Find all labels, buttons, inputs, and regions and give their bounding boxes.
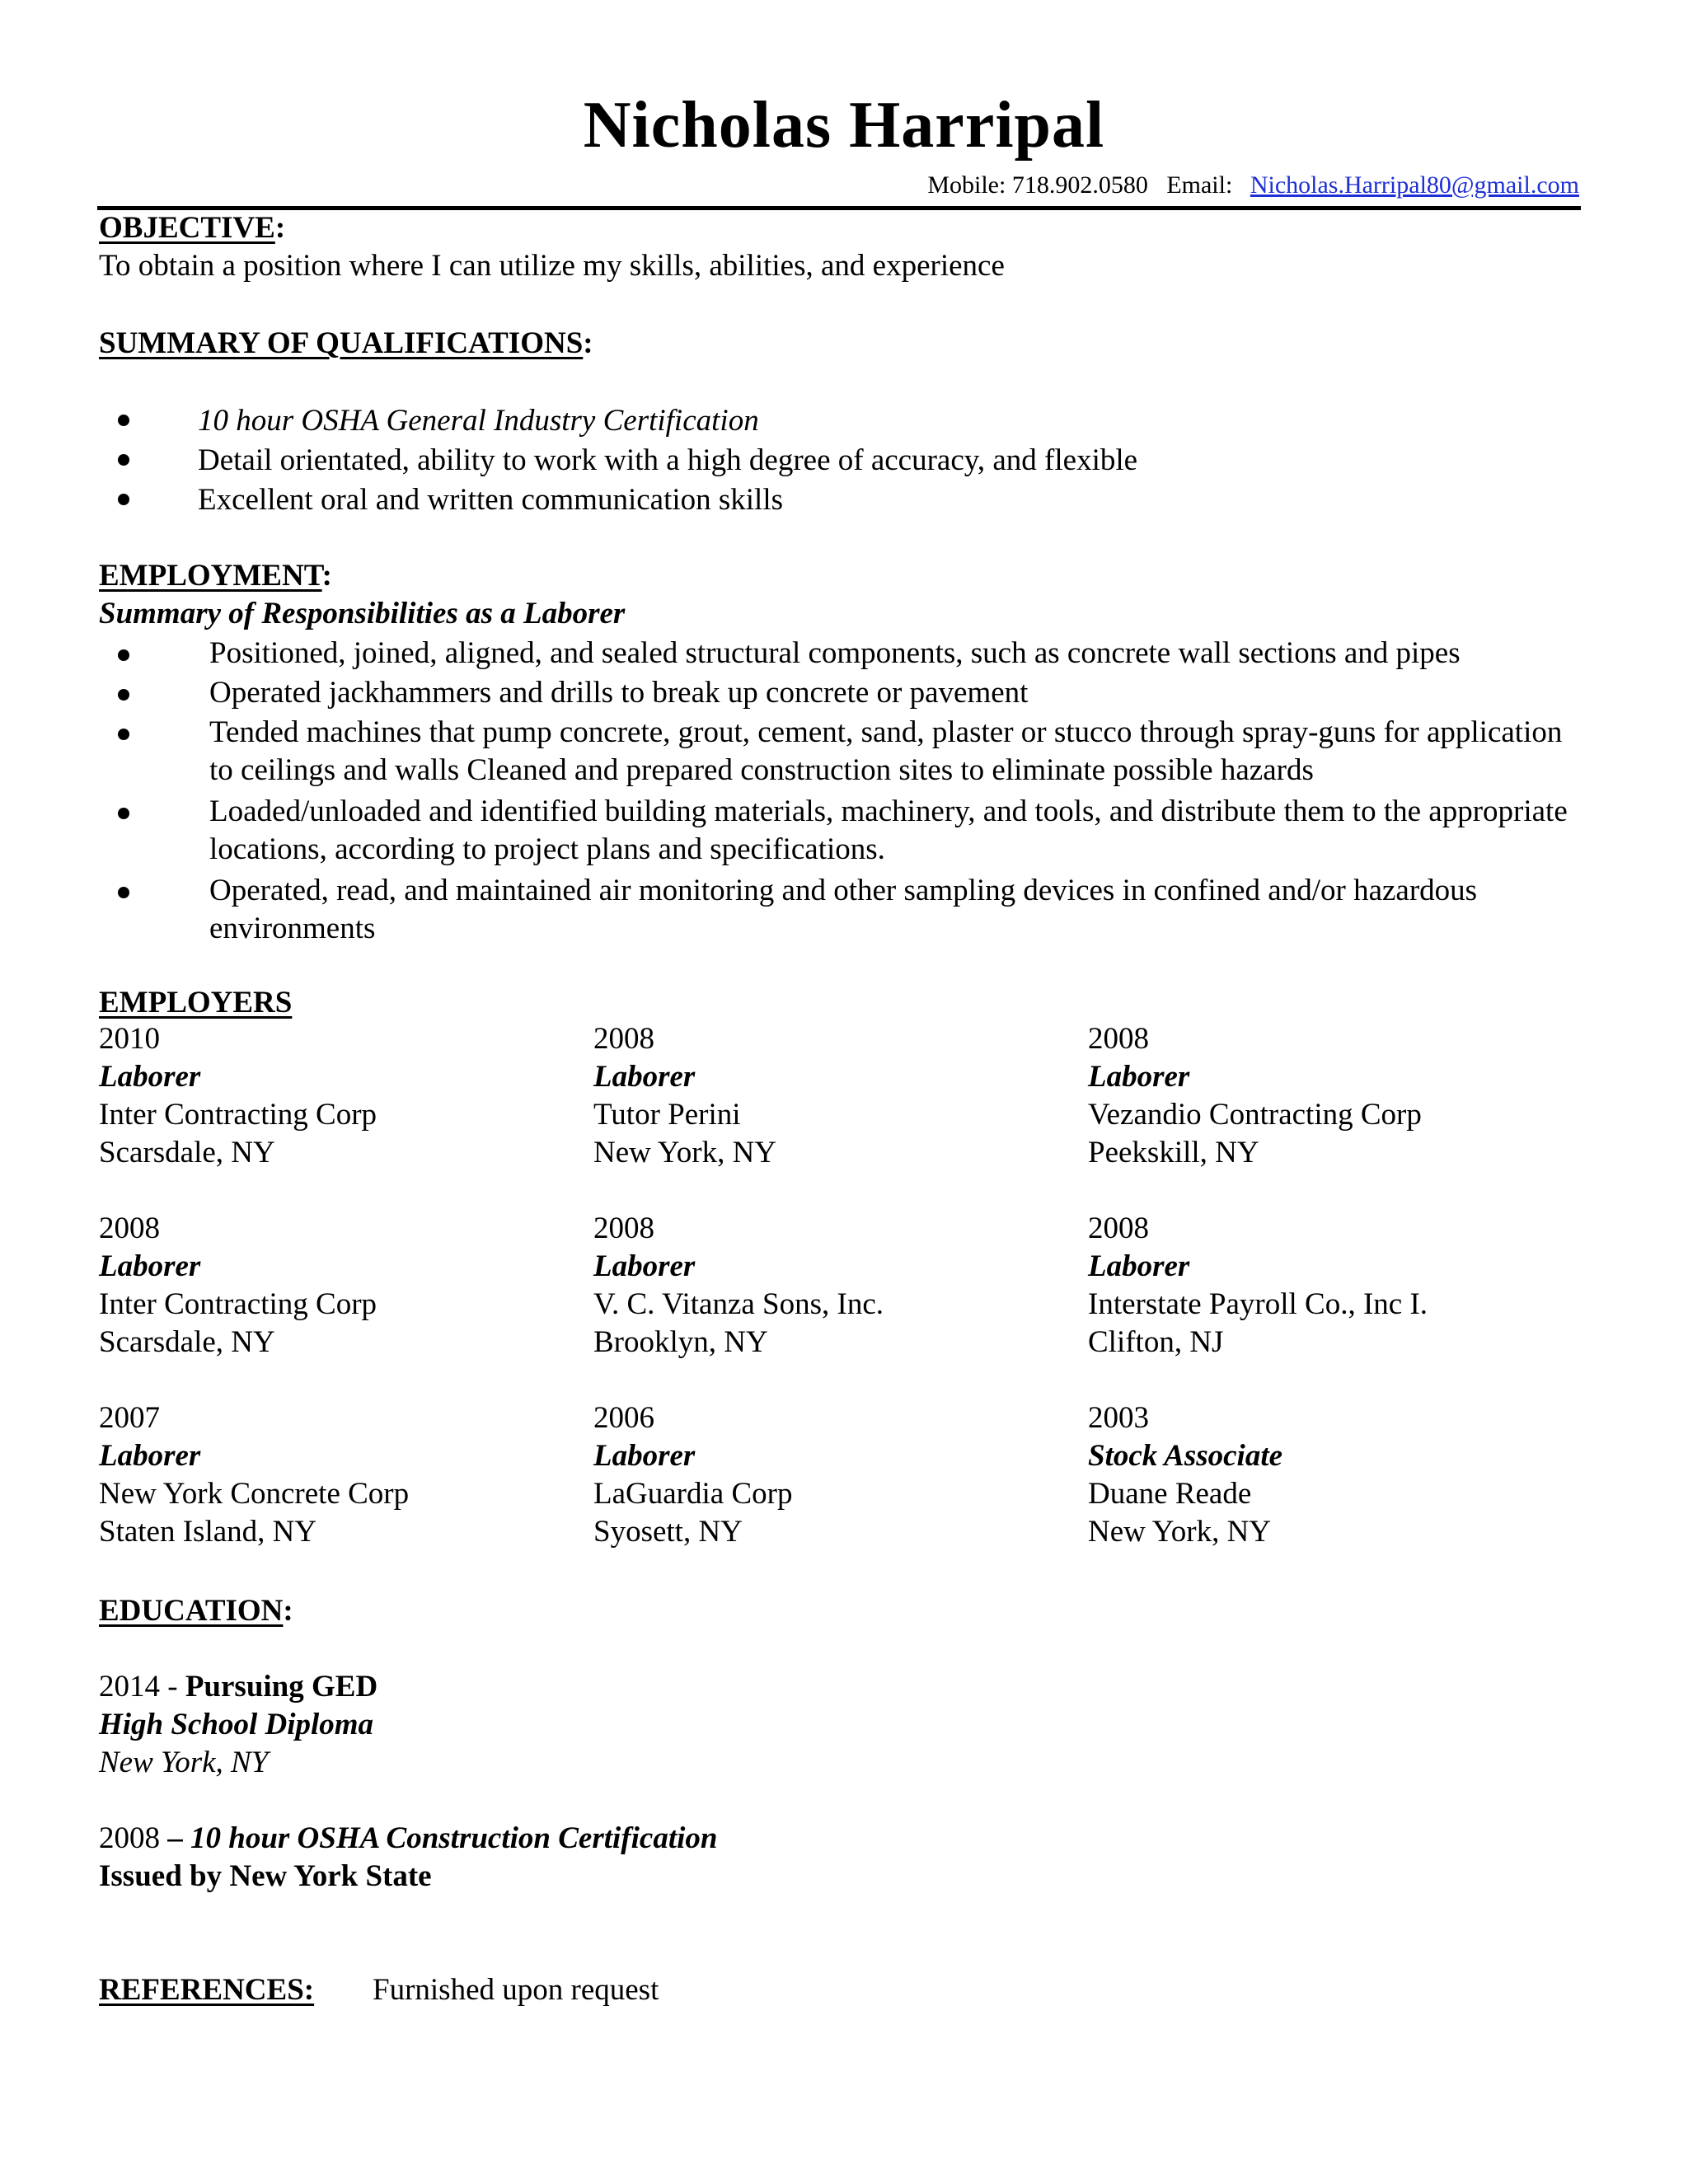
employer-year: 2006 [593,1401,654,1435]
responsibility-item: Operated jackhammers and drills to break up concrete or pavement [209,676,1029,710]
employer-company: Vezandio Contracting Corp [1088,1098,1422,1132]
objective-text: To obtain a position where I can utilize my skills, abilities, and experience [99,249,1005,283]
bullet-icon [118,494,129,505]
employer-company: Interstate Payroll Co., Inc I. [1088,1287,1428,1321]
contact-line [927,173,1579,198]
employer-company: Tutor Perini [593,1098,741,1132]
employer-title: Stock Associate [1088,1439,1283,1473]
responsibility-item: Positioned, joined, aligned, and sealed structural components, such as concrete wall sections and pipes [209,636,1461,670]
employer-entry [593,1020,1055,1172]
qualification-item: 10 hour OSHA General Industry Certification [198,404,759,438]
employment-heading: EMPLOYMENT: [99,559,332,593]
employer-title: Laborer [593,1249,696,1283]
employer-year: 2008 [593,1022,654,1056]
qualification-item: Detail orientated, ability to work with a high degree of accuracy, and flexible [198,443,1138,477]
candidate-name: Nicholas Harripal [583,89,1105,162]
employer-entry [593,1399,1055,1551]
employer-year: 2010 [99,1022,160,1056]
header-divider [97,206,1581,210]
employer-title: Laborer [1088,1249,1190,1283]
employer-title: Laborer [1088,1060,1190,1094]
education-entry-ged [99,1671,377,1702]
employer-title: Laborer [593,1439,696,1473]
education-degree: High School Diploma [99,1708,374,1741]
employer-location: Syosett, NY [593,1515,743,1549]
bullet-icon [118,415,129,426]
employer-location: New York, NY [593,1136,777,1169]
bullet-icon [118,887,129,898]
employer-entry [1088,1020,1550,1172]
certification-name: 10 hour OSHA Construction Certification [190,1821,718,1855]
employer-entry [99,1399,560,1551]
employer-company: Inter Contracting Corp [99,1287,377,1321]
employer-title: Laborer [99,1439,201,1473]
mobile-number: 718.902.0580 [1011,171,1148,199]
employer-company: Duane Reade [1088,1477,1252,1511]
employer-company: LaGuardia Corp [593,1477,793,1511]
education-heading: EDUCATION: [99,1594,293,1628]
bullet-icon [118,454,129,466]
responsibility-item: Operated, read, and maintained air monitoring and other sampling devices in confined and/or hazardous environments [209,874,1478,945]
qualification-item: Excellent oral and written communication skills [198,483,784,517]
employer-location: Clifton, NJ [1088,1325,1224,1359]
employer-title: Laborer [593,1060,696,1094]
education-location: New York, NY [99,1746,269,1779]
qualifications-heading: SUMMARY OF QUALIFICATIONS: [99,326,593,360]
employer-location: Brooklyn, NY [593,1325,768,1359]
bullet-icon [118,729,129,740]
mobile-label: Mobile: [927,171,1006,199]
objective-heading: OBJECTIVE: [99,211,286,245]
employer-location: Staten Island, NY [99,1515,317,1549]
employment-subheading: Summary of Responsibilities as a Laborer [99,597,626,630]
education-entry-osha: 2008 – 10 hour OSHA Construction Certification [99,1821,718,1855]
employer-entry [99,1020,560,1172]
employer-company: Inter Contracting Corp [99,1098,377,1132]
employer-title: Laborer [99,1060,201,1094]
email-link[interactable]: Nicholas.Harripal80@gmail.com [1250,171,1579,199]
email-label: Email: [1166,171,1233,199]
employers-heading: EMPLOYERS [99,986,293,1019]
education-year: 2008 [99,1821,168,1855]
employer-entry [1088,1210,1550,1361]
employer-location: New York, NY [1088,1515,1272,1549]
employer-entry [1088,1399,1550,1551]
employer-year: 2008 [1088,1212,1149,1245]
certification-issuer: Issued by New York State [99,1859,432,1893]
employer-location: Scarsdale, NY [99,1325,275,1359]
employer-location: Peekskill, NY [1088,1136,1259,1169]
employer-entry [593,1210,1055,1361]
employer-year: 2008 [1088,1022,1149,1056]
bullet-icon [118,689,129,701]
bullet-icon [118,808,129,819]
employer-year: 2007 [99,1401,160,1435]
employer-year: 2008 [593,1212,654,1245]
employer-location: Scarsdale, NY [99,1136,275,1169]
education-year: 2014 - [99,1670,185,1704]
employer-entry [99,1210,560,1361]
references-heading: REFERENCES: [99,1973,315,2007]
employer-year: 2008 [99,1212,160,1245]
responsibility-item: Loaded/unloaded and identified building materials, machinery, and tools, and distribute them to the appropriate locations, according to project plans and specifications. [209,794,1568,866]
employer-year: 2003 [1088,1401,1149,1435]
references-text: Furnished upon request [373,1973,659,2007]
responsibility-item: Tended machines that pump concrete, grout, cement, sand, plaster or stucco through spray-guns for application to ceilings and walls Cleaned and prepared construction sites to eliminate possible hazards [209,715,1563,787]
education-status: Pursuing GED [185,1670,378,1704]
bullet-icon [118,649,129,661]
employer-title: Laborer [99,1249,201,1283]
employer-company: New York Concrete Corp [99,1477,410,1511]
employer-company: V. C. Vitanza Sons, Inc. [593,1287,884,1321]
